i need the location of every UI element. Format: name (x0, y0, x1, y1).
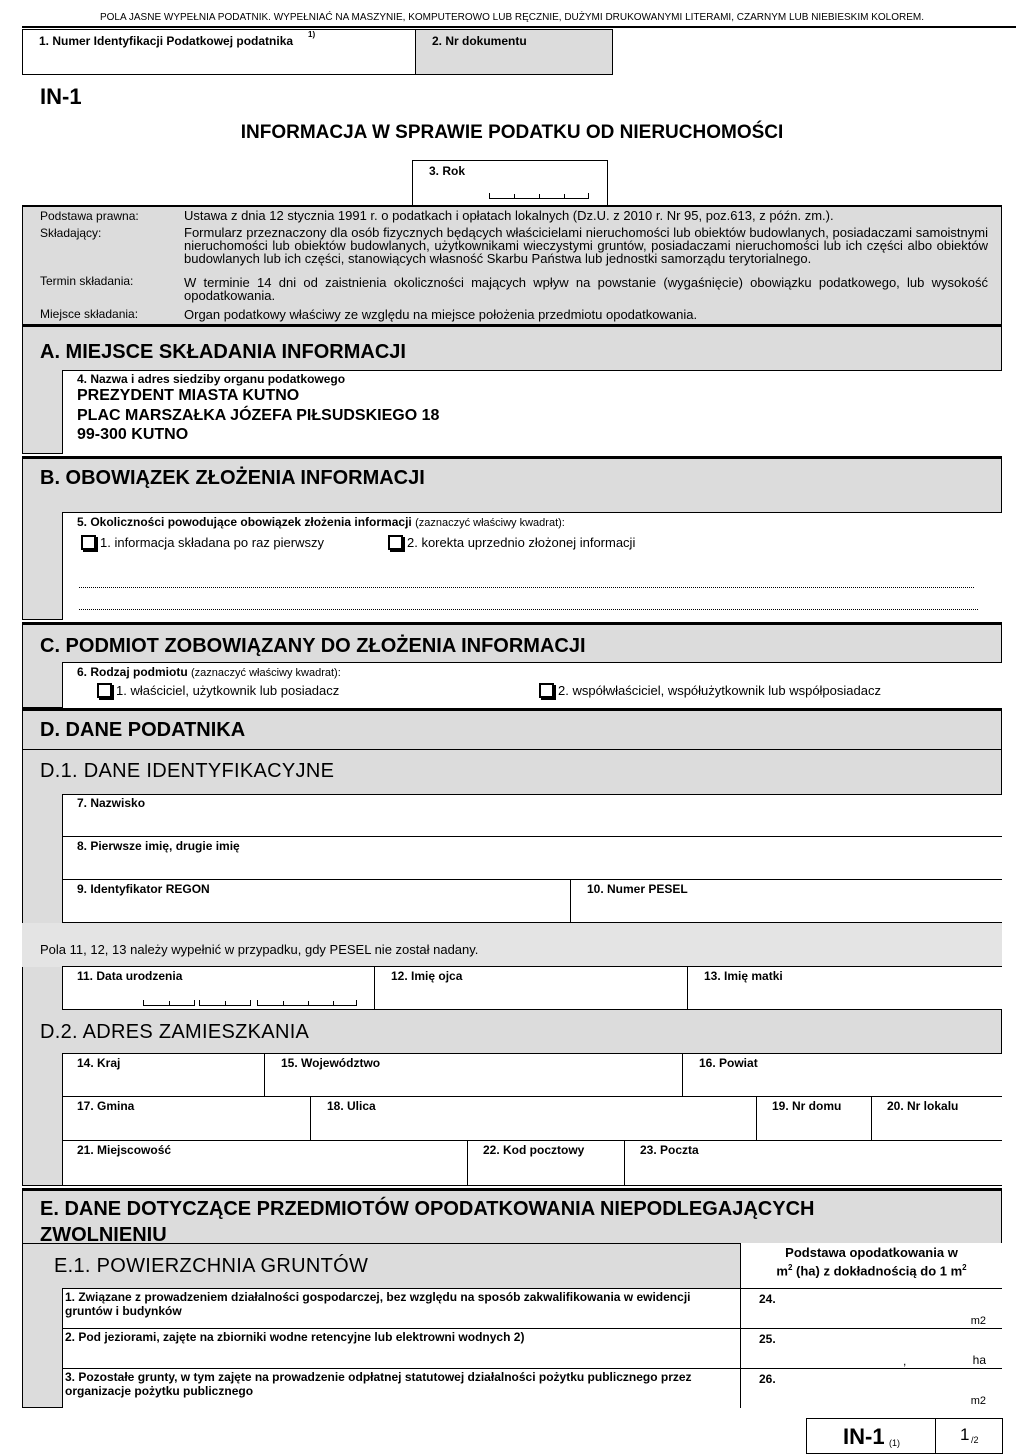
pesel-field[interactable] (571, 880, 1002, 923)
option-first-filing[interactable] (81, 535, 324, 550)
country-field[interactable] (62, 1053, 264, 1097)
pesel-note: Pola 11, 12, 13 należy wypełnić w przypadku, gdy PESEL nie został nadany. (40, 942, 479, 957)
legal-basis-label: Podstawa prawna: (40, 209, 139, 223)
page-current: 1 (960, 1425, 970, 1444)
deadline-text: W terminie 14 dni od zaistnienia okoliczności mających wpływ na powstanie (wygaśnięcie) obowiązku podatkowego, lub wysokość opodatkowania. (184, 275, 988, 303)
page-number (935, 1418, 1003, 1454)
option-owner[interactable] (97, 683, 339, 698)
field-26-unit: m2 (970, 1395, 986, 1407)
apartment-number-field[interactable] (871, 1097, 1002, 1141)
basis-header-sup2: 2 (962, 1263, 967, 1272)
county-field[interactable] (682, 1053, 1002, 1097)
land-row-1-desc (62, 1288, 740, 1328)
section-d-title: D. DANE PODATNIKA (40, 719, 246, 741)
page-total: /2 (971, 1435, 979, 1445)
apartment-number-label: 20. Nr lokalu (887, 1099, 959, 1113)
correction-checkbox[interactable] (388, 535, 403, 550)
nip-footnote: 1) (308, 30, 316, 39)
section-c-title: C. PODMIOT ZOBOWIĄZANY DO ZŁOŻENIA INFORMACJI (40, 635, 586, 657)
post-office-field[interactable] (624, 1141, 1002, 1186)
option-correction[interactable] (388, 535, 635, 550)
circumstances-hint: (zaznaczyć właściwy kwadrat): (415, 517, 565, 529)
nip-field[interactable] (22, 29, 416, 75)
circumstances-field (62, 512, 1002, 620)
pesel-label: 10. Numer PESEL (587, 882, 688, 896)
birth-year-boxes (257, 1000, 357, 1006)
document-number-field (415, 29, 613, 75)
entity-type-field (62, 662, 1002, 708)
land-row-2-text: 2. Pod jeziorami, zajęte na zbiorniki wodne retencyjne lub elektrowni wodnych 2) (65, 1330, 525, 1344)
dotted-line-2[interactable] (79, 609, 978, 610)
entity-type-label: 6. Rodzaj podmiotu (77, 665, 188, 679)
option-co-owner[interactable] (539, 683, 881, 698)
form-title: INFORMACJA W SPRAWIE PODATKU OD NIERUCHOMOŚCI (240, 122, 784, 143)
county-label: 16. Powiat (699, 1056, 758, 1070)
year-label: 3. Rok (429, 164, 466, 178)
house-number-label: 19. Nr domu (772, 1099, 842, 1113)
pesel-note-band (22, 923, 1002, 967)
tax-office-label: 4. Nazwa i adres siedziby organu podatkowego (77, 372, 346, 386)
field-24-unit: m2 (970, 1315, 986, 1327)
surname-label: 7. Nazwisko (77, 796, 146, 810)
year-field[interactable] (412, 160, 608, 206)
birth-month-boxes (199, 1000, 251, 1006)
first-names-label: 8. Pierwsze imię, drugie imię (77, 839, 240, 853)
first-filing-label: 1. informacja składana po raz pierwszy (100, 535, 324, 550)
locality-field[interactable] (62, 1141, 467, 1186)
first-filing-checkbox[interactable] (81, 535, 96, 550)
country-label: 14. Kraj (77, 1056, 121, 1070)
top-note: POLA JASNE WYPEŁNIA PODATNIK. WYPEŁNIAĆ NA MASZYNIE, KOMPUTEROWO LUB RĘCZNIE, DUŻYMI DRUKOWANYMI LITERAMI, CZARNYM LUB NIEBIESKIM KOLOREM. (99, 12, 925, 23)
post-office-label: 23. Poczta (640, 1143, 699, 1157)
place-label: Miejsce składania: (40, 307, 139, 321)
field-25-separator: , (903, 1354, 907, 1368)
basis-header-sup: 2 (787, 1263, 793, 1272)
top-rule (22, 26, 1016, 28)
year-digit-boxes (489, 193, 589, 199)
d2-title: D.2. ADRES ZAMIESZKANIA (40, 1021, 310, 1043)
section-e-title-line1: E. DANE DOTYCZĄCE PRZEDMIOTÓW OPODATKOWANIA NIEPODLEGAJĄCYCH (40, 1198, 815, 1220)
land-area-water-field[interactable] (740, 1328, 1002, 1368)
footer-form-code (806, 1418, 936, 1454)
nip-label: 1. Numer Identyfikacji Podatkowej podatnika (39, 34, 294, 48)
circumstances-label: 5. Okoliczności powodujące obowiązek złożenia informacji (77, 515, 412, 529)
postal-code-label: 22. Kod pocztowy (483, 1143, 585, 1157)
tax-office-field (62, 370, 1002, 454)
postal-code-field[interactable] (467, 1141, 624, 1186)
birth-day-boxes (143, 1000, 195, 1006)
basis-header-m: m (776, 1263, 788, 1279)
entity-type-hint: (zaznaczyć właściwy kwadrat): (191, 667, 341, 679)
first-names-field[interactable] (62, 837, 1002, 880)
voivodeship-field[interactable] (264, 1053, 682, 1097)
correction-label: 2. korekta uprzednio złożonej informacji (407, 535, 636, 550)
co-owner-checkbox[interactable] (539, 683, 554, 698)
land-row-1-text: 1. Związane z prowadzeniem działalności gospodarczej, bez względu na sposób zakwalifikowania w ewidencji gruntów i budynków (65, 1290, 691, 1318)
dotted-line-1[interactable] (79, 587, 974, 588)
regon-field[interactable] (62, 880, 571, 923)
co-owner-label: 2. współwłaściciel, współużytkownik lub współposiadacz (558, 683, 881, 698)
section-e-title (40, 1196, 814, 1248)
section-e-title-line2: ZWOLNIENIU (40, 1224, 167, 1246)
d1-title: D.1. DANE IDENTYFIKACYJNE (40, 760, 335, 782)
basis-header-line1: Podstawa opodatkowania w (785, 1245, 958, 1260)
footer-code-sub: (1) (889, 1438, 900, 1448)
surname-field[interactable] (62, 794, 1002, 837)
owner-checkbox[interactable] (97, 683, 112, 698)
mother-name-field[interactable] (688, 966, 1002, 1010)
land-row-2-desc (62, 1328, 740, 1368)
section-b-title: B. OBOWIĄZEK ZŁOŻENIA INFORMACJI (40, 467, 425, 489)
father-name-field[interactable] (375, 966, 688, 1010)
street-label: 18. Ulica (327, 1099, 376, 1113)
tax-office-line2: PLAC MARSZAŁKA JÓZEFA PIŁSUDSKIEGO 18 (77, 407, 440, 424)
land-row-3-desc (62, 1368, 740, 1408)
field-24-label: 24. (759, 1292, 776, 1306)
field-25-unit: ha (972, 1353, 986, 1367)
basis-header (740, 1243, 1002, 1288)
footer-code: IN-1 (843, 1424, 885, 1449)
locality-label: 21. Miejscowość (77, 1143, 172, 1157)
municipality-label: 17. Gmina (77, 1099, 135, 1113)
place-text: Organ podatkowy właściwy ze względu na miejsce położenia przedmiotu opodatkowania. (184, 307, 698, 322)
form-code: IN-1 (40, 84, 82, 109)
regon-label: 9. Identyfikator REGON (77, 882, 210, 896)
legal-basis-text: Ustawa z dnia 12 stycznia 1991 r. o podatkach i opłatach lokalnych (Dz.U. z 2010 r. Nr 95, poz.613, z późn. zm.). (184, 208, 834, 223)
deadline-label: Termin składania: (40, 274, 134, 288)
street-field[interactable] (310, 1097, 756, 1141)
land-row-3-text: 3. Pozostałe grunty, w tym zajęte na prowadzenie odpłatnej statutowej działalności pożytku publicznego przez organizacje pożytku publicznego (65, 1370, 692, 1398)
land-area-business-field[interactable] (740, 1288, 1002, 1328)
filer-text: Formularz przeznaczony dla osób fizycznych będących właścicielami nieruchomości lub obiektów budowlanych, posiadaczami samoistnymi nieruchomości lub obiektów budowlanych, użytkownikami wieczystymi gruntów, posiadaczami nieruchomości lub ich części albo obiektów budowlanych lub ich części, stanowiących własność Skarbu Państwa lub jednostki samorządu terytorialnego. (184, 225, 988, 266)
birth-date-label: 11. Data urodzenia (77, 969, 183, 983)
land-area-other-field[interactable] (740, 1368, 1002, 1408)
voivodeship-label: 15. Województwo (281, 1056, 381, 1070)
document-number-label: 2. Nr dokumentu (432, 34, 527, 48)
mother-name-label: 13. Imię matki (704, 969, 783, 983)
municipality-field[interactable] (62, 1097, 310, 1141)
tax-office-line3: 99-300 KUTNO (77, 426, 189, 443)
basis-header-rest: (ha) z dokładnością do 1 m (792, 1263, 963, 1279)
birth-date-field[interactable] (62, 966, 375, 1010)
house-number-field[interactable] (756, 1097, 871, 1141)
section-a-title: A. MIEJSCE SKŁADANIA INFORMACJI (40, 341, 406, 363)
filer-label: Składający: (40, 226, 102, 240)
tax-office-line1: PREZYDENT MIASTA KUTNO (77, 387, 300, 404)
e1-title: E.1. POWIERZCHNIA GRUNTÓW (54, 1255, 369, 1277)
d1-divider (22, 749, 1002, 750)
father-name-label: 12. Imię ojca (391, 969, 463, 983)
field-25-label: 25. (759, 1332, 776, 1346)
owner-label: 1. właściciel, użytkownik lub posiadacz (116, 683, 340, 698)
field-26-label: 26. (759, 1372, 776, 1386)
